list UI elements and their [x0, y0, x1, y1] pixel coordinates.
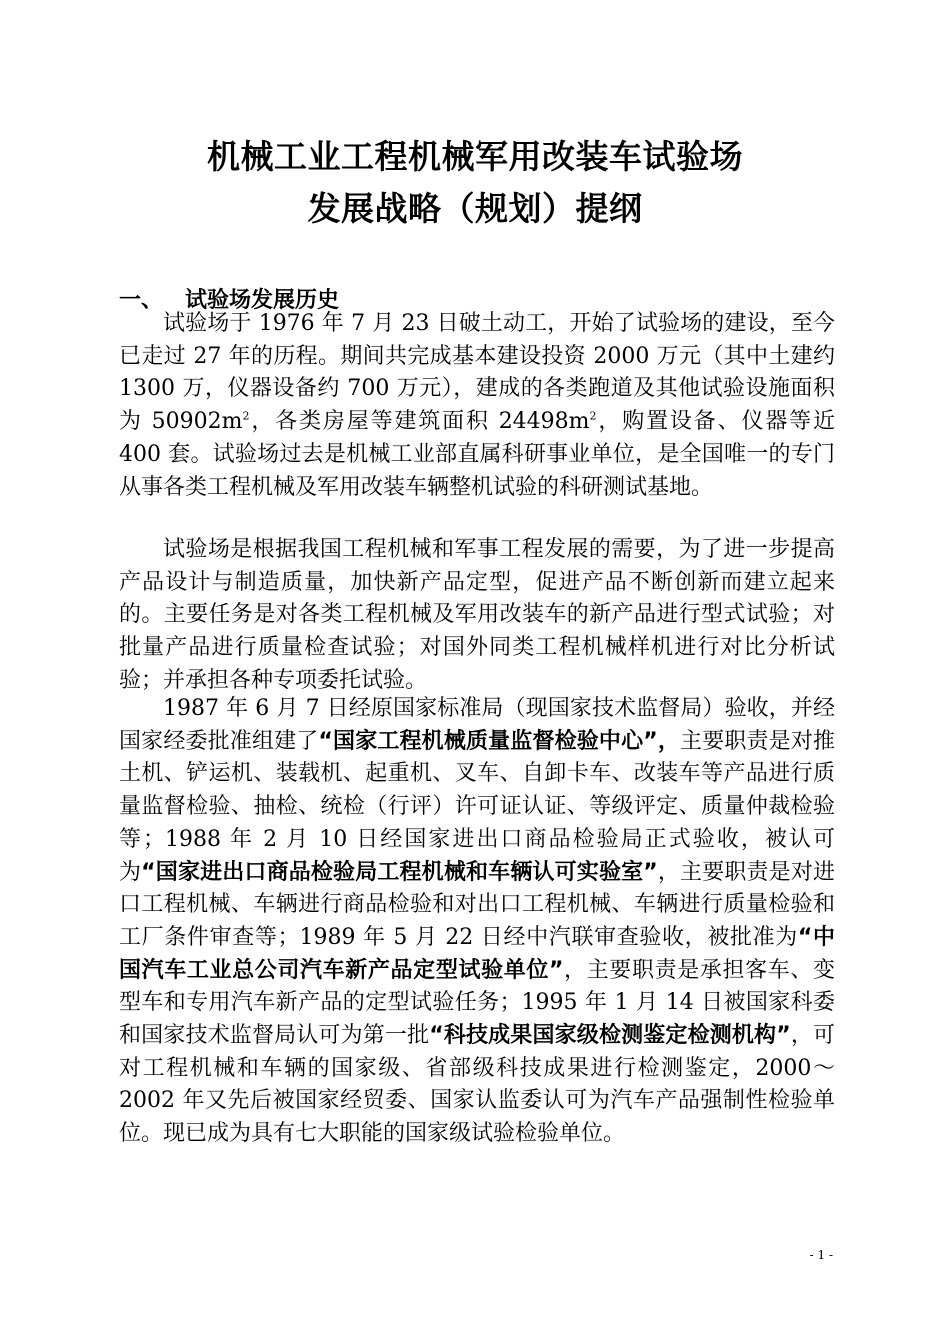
accreditation-name-3: “中国汽车工业总公司汽车新产品定型试验单位” [119, 924, 835, 983]
superscript-square-1: 2 [242, 409, 250, 423]
page-number: - 1 - [809, 1248, 833, 1262]
paragraph-mission: 试验场是根据我国工程机械和军事工程发展的需要，为了进一步提高产品设计与制造质量，加快新产品定型，促进产品不断创新而建立起来的。主要任务是对各类工程机械及军用改装车的新产品进行型式试验；对批量产品进行质量检查试验；对国外同类工程机械样机进行对比分析试验；并承担各种专项委托试验。 [119, 537, 835, 693]
paragraph-accreditations [119, 693, 835, 1151]
paragraph-1-text-a: 试验场于 1976 年 7 月 23 日破土动工，开始了试验场的建设，至今已走过 27 年的历程。期间共完成基本建设投资 2000 万元（其中土建约 1300 万，仪器设备约 700 万元），建成的各类跑道及其他试验设施面积为 50902m [119, 311, 835, 435]
paragraph-3-seg-5: ，可对工程机械和车辆的国家级、省部级科技成果进行检测鉴定，2000～2002 年又先后被国家经贸委、国家认监委认可为汽车产品强制性检验单位。现已成为具有七大职能的国家级试验检验单位。 [119, 1023, 835, 1147]
superscript-square-2: 2 [589, 409, 597, 423]
paragraph-3-seg-2: 主要职责是对推土机、铲运机、装载机、起重机、叉车、自卸卡车、改装车等产品进行质量监督检验、抽检、统检（行评）许可证认证、等级评定、质量仲裁检验等；1988 年 2 月 10 日经国家进出口商品检验局正式验收，被认可为 [119, 728, 835, 885]
accreditation-name-2: “国家进出口商品检验局工程机械和车辆认可实验室” [141, 859, 658, 885]
document-title-line-2: 发展战略（规划）提纲 [307, 189, 643, 228]
section-number: 一、 [119, 288, 164, 313]
section-heading-text: 试验场发展历史 [185, 288, 340, 313]
paragraph-history-intro [119, 308, 835, 504]
document-title-line-1: 机械工业工程机械军用改装车试验场 [207, 137, 743, 176]
accreditation-name-4: “科技成果国家级检测鉴定检测机构” [429, 1023, 791, 1049]
accreditation-name-1: “国家工程机械质量监督检验中心”， [318, 728, 681, 754]
paragraph-3-seg-1: 1987 年 6 月 7 日经原国家标准局（现国家技术监督局）验收，并经国家经委批准组建了 [119, 696, 835, 754]
paragraph-1-text-c: ，购置设备、仪器等近 400 套。试验场过去是机械工业部直属科研事业单位，是全国唯一的专门从事各类工程机械及军用改装车辆整机试验的科研测试基地。 [119, 409, 836, 500]
paragraph-3-seg-3: ，主要职责是对进口工程机械、车辆进行商品检验和对出口工程机械、车辆进行质量检验和工厂条件审查等；1989 年 5 月 22 日经中汽联审查验收，被批准为 [119, 859, 835, 950]
paragraph-1-text-b: ，各类房屋等建筑面积 24498m [249, 409, 590, 435]
paragraph-3-seg-4: ，主要职责是承担客车、变型车和专用汽车新产品的定型试验任务；1995 年 1 月 14 日被国家科委和国家技术监督局认可为第一批 [119, 957, 835, 1049]
